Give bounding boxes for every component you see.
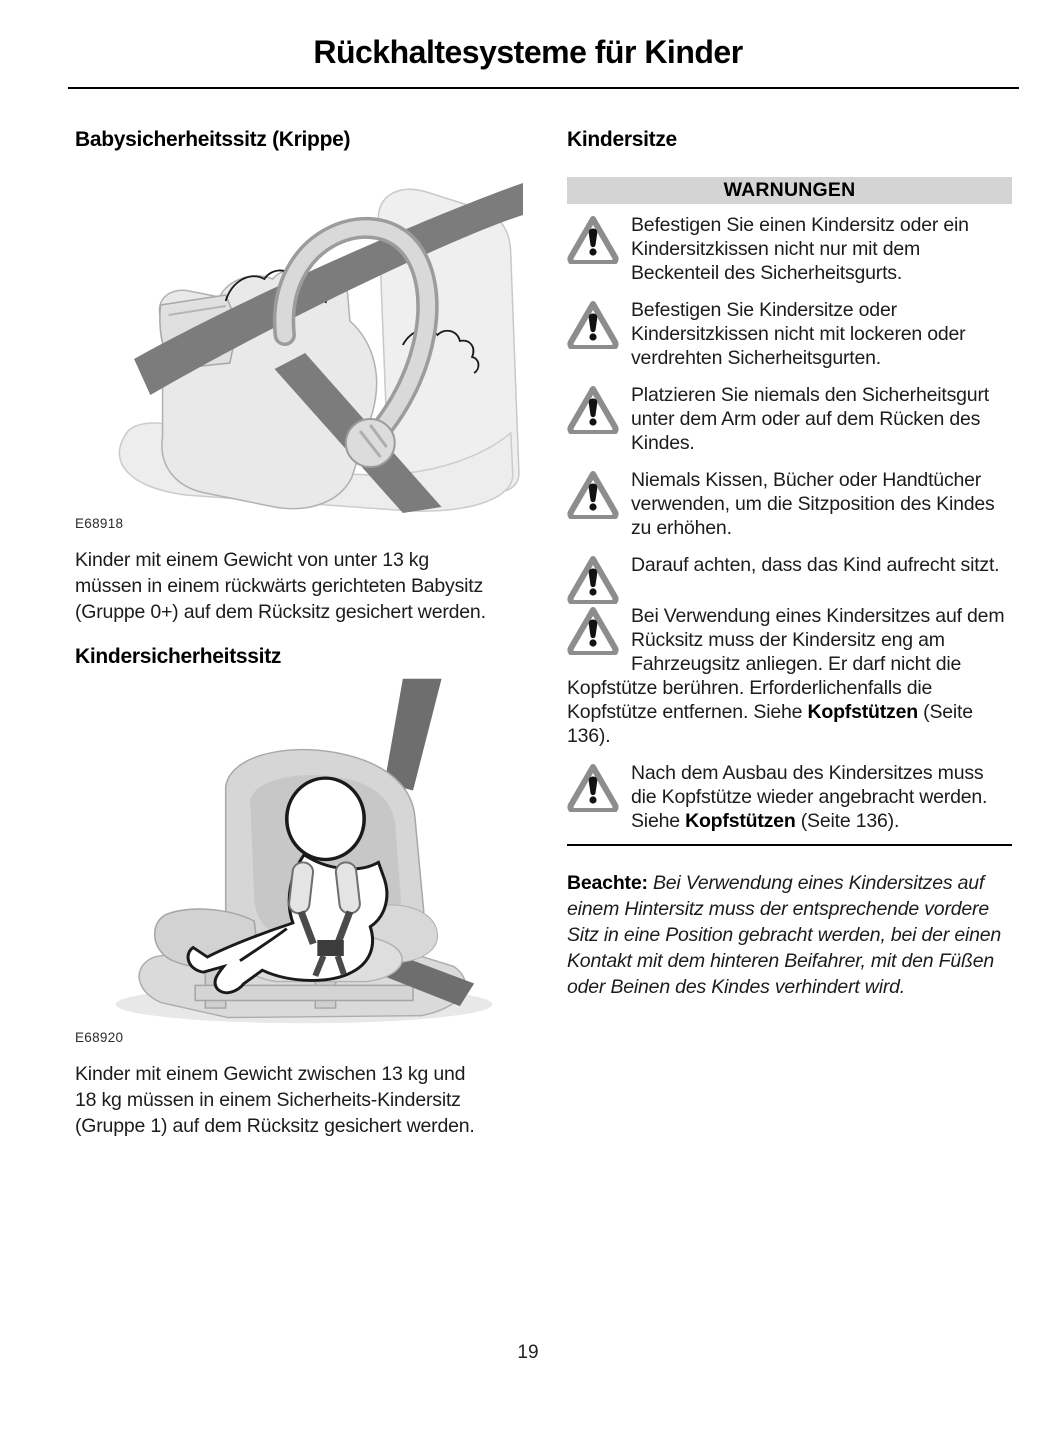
warning-item — [567, 553, 1012, 577]
warning-triangle-icon — [567, 605, 619, 655]
warning-triangle-icon — [567, 214, 619, 264]
babyseat-body-text: Kinder mit einem Gewicht von unter 13 kg müssen in einem rückwärts gerichteten Babysitz (Gruppe 0+) auf dem Rücksitz gesichert werden. — [75, 549, 486, 623]
warning-text: Platzieren Sie niemals den Sicherheitsgurt unter dem Arm oder auf dem Rücken des Kindes. — [631, 384, 989, 454]
title-rule — [68, 87, 1019, 89]
section-heading-babyseat: Babysicherheitssitz (Krippe) — [75, 128, 351, 151]
warning-triangle-icon — [567, 299, 619, 349]
note-text: Bei Verwendung eines Kindersitzes auf einem Hintersitz muss der entsprechende vordere Sitz in eine Position gebracht werden, bei der einen Kontakt mit dem hinteren Beifahrer, mit den Füßen oder Beinen des Kindes verhindert wird. — [567, 872, 1002, 998]
section-heading-childseat: Kindersicherheitssitz — [75, 645, 282, 668]
warning-triangle-icon — [567, 762, 619, 812]
section-heading-kindersitze: Kindersitze — [567, 128, 677, 151]
warning-item — [567, 468, 1012, 540]
figure-label: E68920 — [75, 1030, 124, 1045]
warning-text: Nach dem Ausbau des Kindersitzes muss die Kopfstütze wieder angebracht werden. Siehe Kopfstützen (Seite 136). — [631, 762, 988, 832]
right-column — [567, 128, 1012, 1000]
warning-item — [567, 213, 1012, 285]
warning-item — [567, 298, 1012, 370]
child-seat-illustration — [75, 675, 523, 1027]
harness-buckle — [317, 940, 343, 956]
baby-seat-illustration — [75, 173, 523, 513]
page-number: 19 — [517, 1342, 539, 1363]
warning-text: Darauf achten, dass das Kind aufrecht sitzt. — [631, 554, 1000, 576]
seatbelt-upper-strap — [385, 679, 442, 791]
warning-item — [567, 604, 1012, 748]
warnings-header-bar: WARNUNGEN — [567, 177, 1012, 204]
warning-text: Befestigen Sie einen Kindersitz oder ein Kindersitzkissen nicht nur mit dem Beckenteil des Sicherheitsgurts. — [631, 214, 969, 284]
warning-text: Bei Verwendung eines Kindersitzes auf dem Rücksitz muss der Kindersitz eng am Fahrzeugsitz anliegen. Er darf nicht die Kopfstütze berühren. Erforderlichenfalls die Kopfstütze entfernen. Siehe Kopfstützen (Seite 136). — [567, 605, 1005, 747]
left-column — [75, 128, 523, 1139]
warnings-list — [567, 213, 1012, 846]
warning-triangle-icon — [567, 384, 619, 434]
page-title: Rückhaltesysteme für Kinder — [313, 34, 743, 70]
note-label: Beachte: — [567, 872, 648, 894]
figure-label: E68918 — [75, 516, 124, 531]
warning-item — [567, 383, 1012, 455]
child-head — [287, 778, 364, 859]
note-paragraph — [567, 870, 1012, 1000]
warning-text: Niemals Kissen, Bücher oder Handtücher verwenden, um die Sitzposition des Kindes zu erhöhen. — [631, 469, 995, 539]
warning-text: Befestigen Sie Kindersitze oder Kindersitzkissen nicht mit lockeren oder verdrehten Sicherheitsgurten. — [631, 299, 966, 369]
cross-reference: Kopfstützen — [685, 810, 796, 832]
warning-item — [567, 761, 1012, 833]
warning-triangle-icon — [567, 469, 619, 519]
cross-reference: Kopfstützen — [807, 701, 918, 723]
warning-triangle-icon — [567, 554, 619, 604]
childseat-body-text: Kinder mit einem Gewicht zwischen 13 kg und 18 kg müssen in einem Sicherheits-Kindersitz (Gruppe 1) auf dem Rücksitz gesichert werden. — [75, 1063, 475, 1137]
